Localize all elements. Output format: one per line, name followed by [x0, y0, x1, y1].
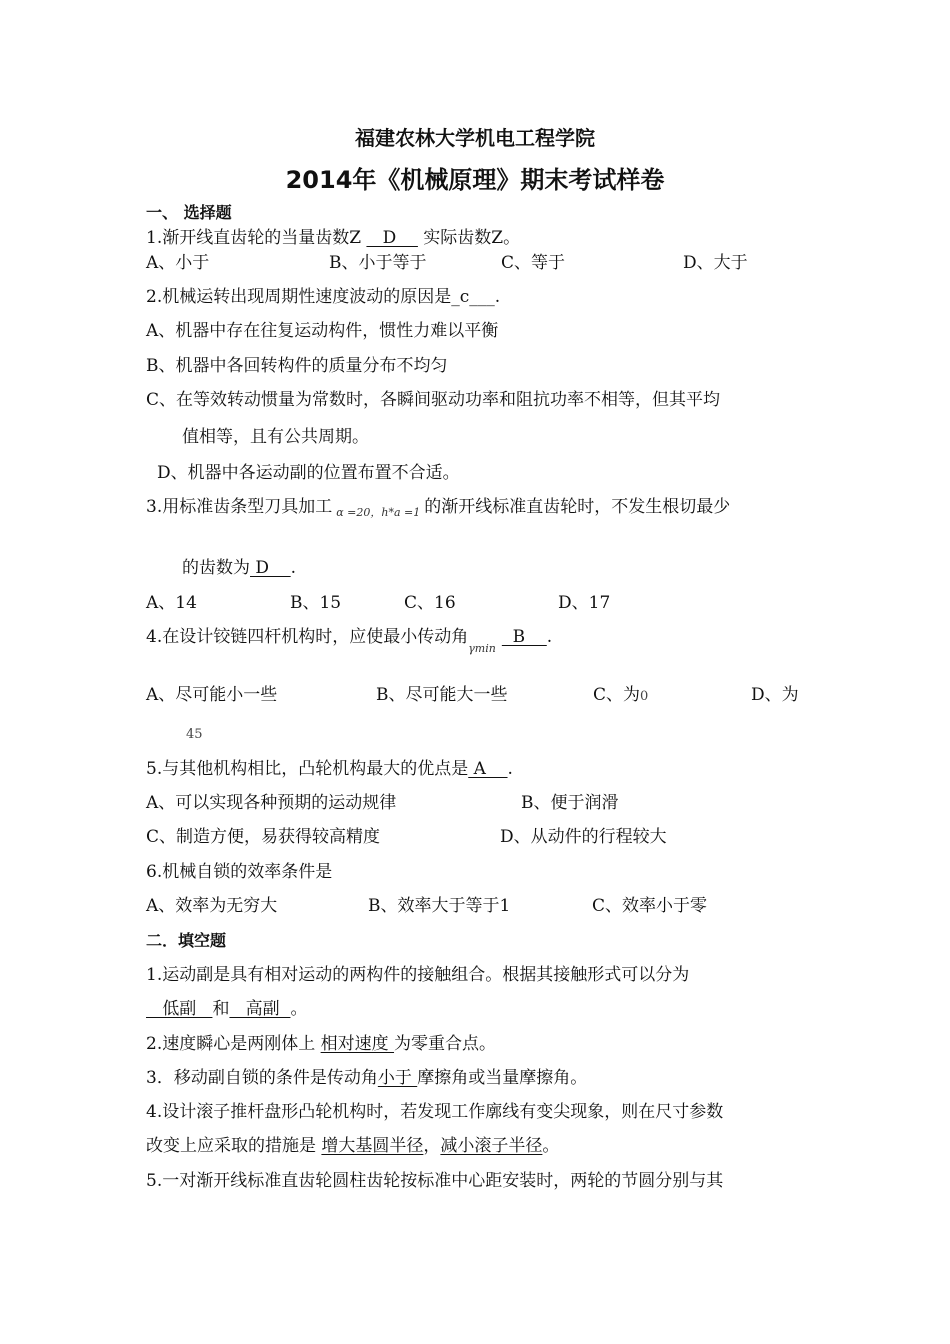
q5-option-b: B、便于润滑 [521, 793, 619, 813]
q4-option-b: B、尽可能大一些 [376, 685, 508, 705]
question-3 [146, 496, 730, 524]
q5-option-c: C、制造方便，易获得较高精度 [146, 827, 381, 847]
fill-1-post: 。 [290, 999, 308, 1019]
fill-3-pre: 3．移动副自锁的条件是传动角 [146, 1068, 378, 1088]
q3-option-d: D、17 [558, 593, 611, 613]
fill-3 [146, 1067, 587, 1089]
q1-text-pre: 1.渐开线直齿轮的当量齿数Z [146, 228, 367, 248]
q2-option-c-cont: 值相等，且有公共周期。 [182, 427, 369, 447]
q4-option-c [593, 684, 648, 708]
question-4 [146, 626, 552, 660]
fill-2-post: 为零重合点。 [394, 1034, 497, 1054]
fill-1-answers [146, 998, 307, 1020]
q1-options [146, 252, 846, 274]
section-fill-title: 二．填空题 [146, 931, 227, 950]
q5-answer: A [468, 759, 508, 779]
q6-options [146, 895, 846, 917]
q2-option-b: B、机器中各回转构件的质量分布不均匀 [146, 356, 448, 376]
fill-1: 1.运动副是具有相对运动的两构件的接触组合。根据其接触形式可以分为 [146, 965, 690, 985]
q6-option-c: C、效率小于零 [592, 896, 708, 916]
q3-line2-pre: 的齿数为 [182, 558, 250, 578]
q2-text-pre: 2.机械运转出现周期性速度波动的原因是 [146, 287, 452, 307]
fill-4-mid: ， [423, 1136, 441, 1156]
q4-option-d: D、为 [751, 685, 799, 705]
q2-option-c: C、在等效转动惯量为常数时，各瞬间驱动功率和阻抗功率不相等，但其平均 [146, 390, 721, 410]
q4-option-c-label: C、为 [593, 685, 641, 705]
q4-text-post: . [546, 627, 553, 647]
fill-4: 4.设计滚子推杆盘形凸轮机构时，若发现工作廓线有变尖现象，则在尺寸参数 [146, 1102, 724, 1122]
q5-options-row2 [146, 826, 846, 848]
fill-4-pre: 改变上应采取的措施是 [146, 1136, 322, 1156]
q2-option-d: D、机器中各运动副的位置布置不合适。 [157, 463, 460, 483]
question-5 [146, 758, 513, 780]
q5-option-a: A、可以实现各种预期的运动规律 [146, 793, 397, 813]
fill-3-answer: 小于 [377, 1068, 418, 1088]
fill-3-post: 摩擦角或当量摩擦角。 [417, 1068, 588, 1088]
q4-symbol: γmin [468, 642, 496, 655]
fill-4-answers [146, 1135, 559, 1157]
q3-text-post: 的渐开线标准直齿轮时，不发生根切最少 [424, 497, 731, 517]
q4-option-c-value: 0 [640, 689, 649, 704]
q6-option-a: A、效率为无穷大 [146, 896, 278, 916]
q3-line2 [182, 557, 296, 579]
section-choice-title: 一、 选择题 [146, 203, 232, 222]
q5-text-post: . [507, 759, 513, 779]
q4-options [146, 684, 826, 706]
question-1 [146, 227, 520, 249]
school-title: 福建农林大学机电工程学院 [355, 126, 595, 150]
fill-4-post: 。 [542, 1136, 560, 1156]
fill-5: 5.一对渐开线标准直齿轮圆柱齿轮按标准中心距安装时，两轮的节圆分别与其 [146, 1171, 724, 1191]
q3-options [146, 592, 846, 614]
q1-answer: D [366, 228, 418, 248]
q5-text-pre: 5.与其他机构相比，凸轮机构最大的优点是 [146, 759, 469, 779]
fill-2-answer: 相对速度 [320, 1034, 395, 1054]
q3-option-c: C、16 [404, 593, 456, 613]
exam-title: 2014年《机械原理》期末考试样卷 [285, 166, 665, 194]
fill-4-answer-1: 增大基圆半径 [321, 1136, 424, 1156]
question-2 [146, 286, 500, 308]
q5-option-d: D、从动件的行程较大 [500, 827, 667, 847]
q1-option-c: C、等于 [501, 253, 566, 273]
q3-option-a: A、14 [146, 593, 197, 613]
q3-option-b: B、15 [290, 593, 342, 613]
fill-1-answer-2: 高副 [229, 999, 291, 1019]
fill-1-answer-1: 低副 [146, 999, 213, 1019]
q4-option-d-value: 45 [186, 727, 203, 742]
q4-answer: B [501, 627, 547, 647]
q3-formula: α =20，h*a =1 [336, 506, 421, 519]
question-6: 6.机械自锁的效率条件是 [146, 862, 333, 882]
fill-2-pre: 2.速度瞬心是两刚体上 [146, 1034, 321, 1054]
fill-4-answer-2: 减小滚子半径 [440, 1136, 543, 1156]
q1-option-d: D、大于 [683, 253, 748, 273]
q4-option-a: A、尽可能小一些 [146, 685, 278, 705]
q5-options-row1 [146, 792, 846, 814]
fill-1-mid: 和 [212, 999, 230, 1019]
q2-option-a: A、机器中存在往复运动构件，惯性力难以平衡 [146, 321, 499, 341]
q2-text-post: . [494, 287, 501, 307]
q1-text-post: 实际齿数Z。 [417, 228, 521, 248]
q2-answer: _c___ [451, 287, 495, 307]
q4-text-pre: 4.在设计铰链四杆机构时，应使最小传动角 [146, 627, 469, 647]
fill-2 [146, 1033, 496, 1055]
q3-line2-post: . [290, 558, 297, 578]
q6-option-b: B、效率大于等于1 [368, 896, 511, 916]
q3-answer: D [250, 558, 291, 578]
q3-text-pre: 3.用标准齿条型刀具加工 [146, 497, 333, 517]
q1-option-b: B、小于等于 [329, 253, 427, 273]
q1-option-a: A、小于 [146, 253, 210, 273]
